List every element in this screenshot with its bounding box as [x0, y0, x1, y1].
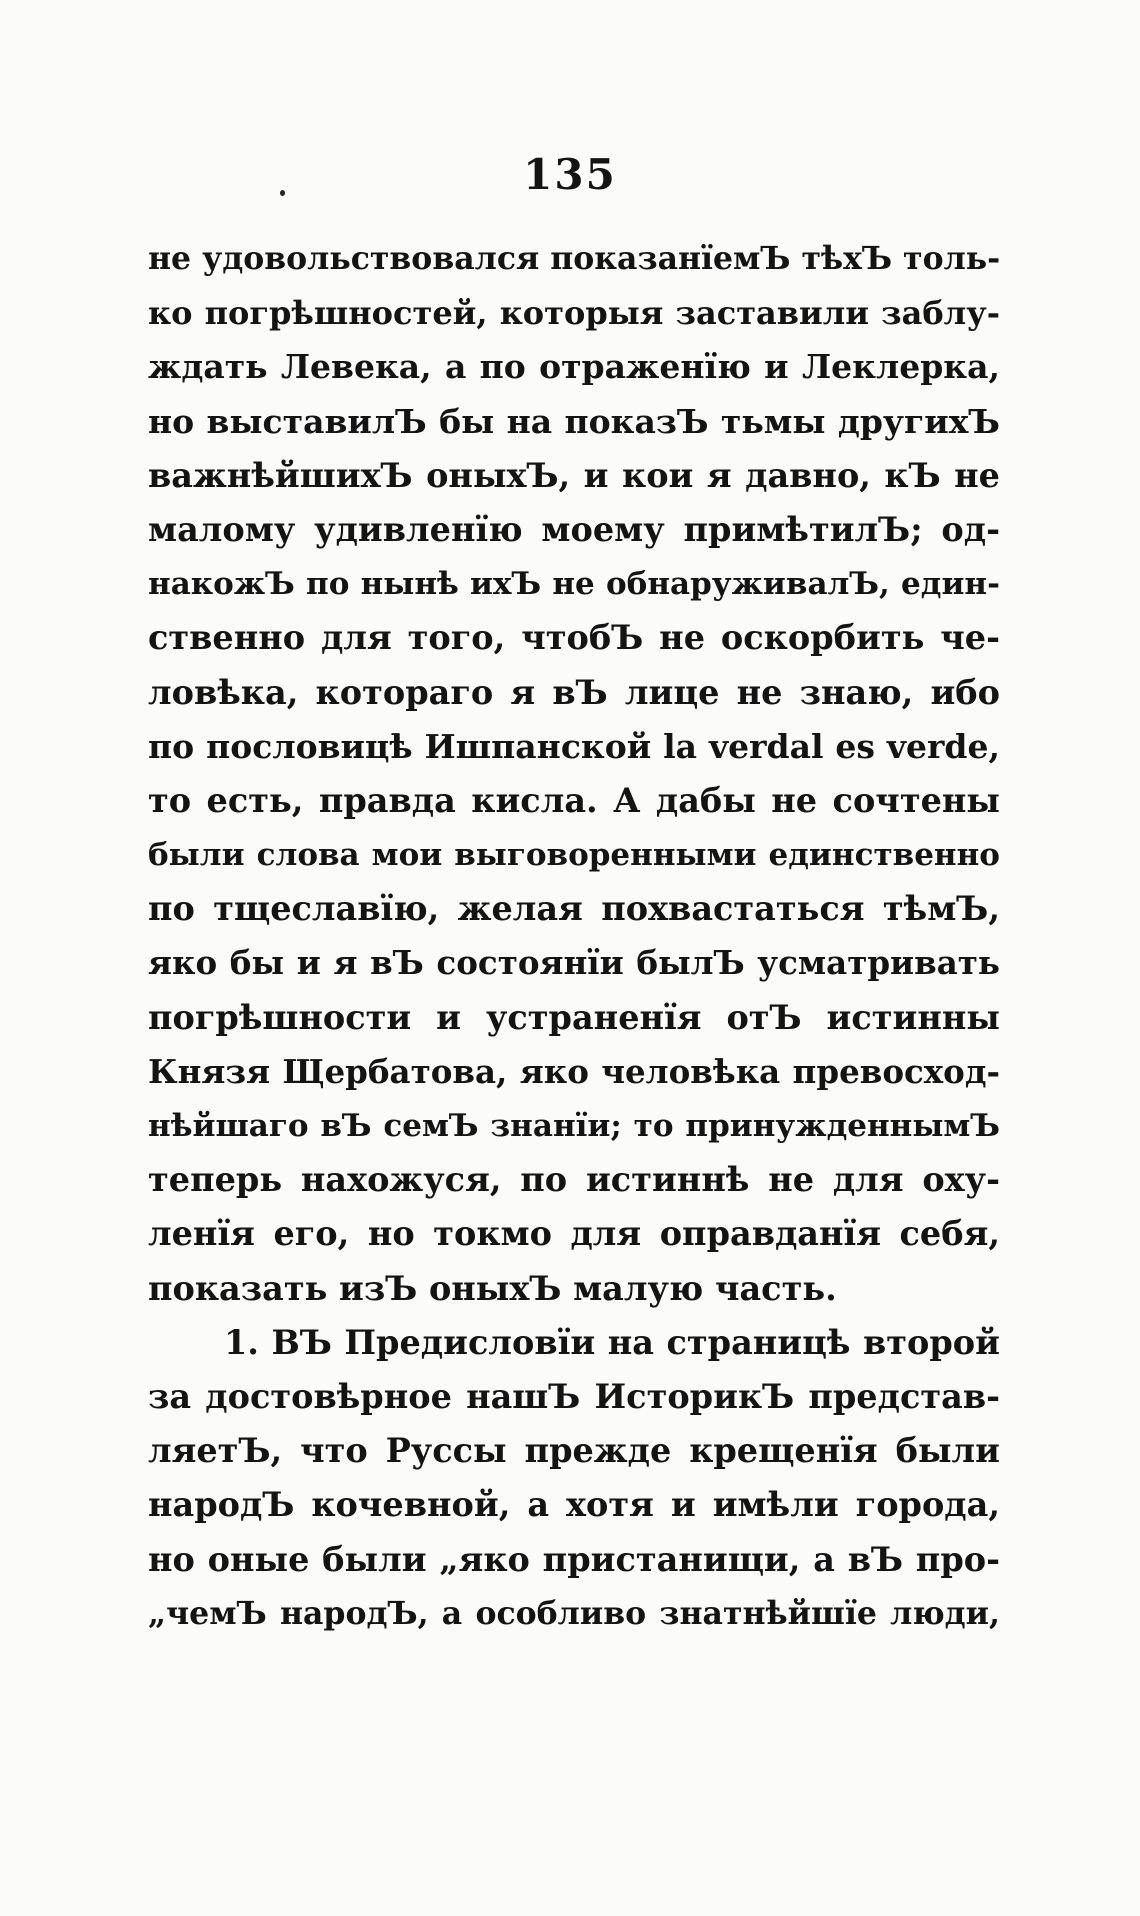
text-line: но оные были „яко пристанищи, а вЪ про- — [148, 1539, 1000, 1579]
page-number: 135 — [523, 150, 617, 199]
text-line: показать изЪ оныхЪ малую часть. — [148, 1268, 837, 1308]
text-line: ственно для того, чтобЪ не оскорбить че- — [148, 618, 1000, 658]
text-line: Князя Щербатова, яко человѣка превосход- — [148, 1051, 1000, 1091]
text-line: ляетЪ, что Руссы прежде крещенїя были — [148, 1431, 1000, 1471]
text-line: 1. ВЪ Предисловїи на страницѣ второй — [224, 1322, 1000, 1362]
text-line: ленїя его, но токмо для оправданїя себя, — [148, 1214, 1000, 1254]
text-line: ко погрѣшностей, которыя заставили заблу- — [148, 294, 1000, 333]
text-line: яко бы и я вЪ состоянїи былЪ усматривать — [148, 943, 1000, 983]
text-line: теперь нахожуся, по истиннѣ не для оху- — [148, 1160, 1000, 1200]
text-line: малому удивленїю моему примѣтилЪ; од- — [148, 509, 1000, 549]
text-line: ждать Левека, а по отраженїю и Леклерка, — [148, 347, 1000, 387]
body-text — [148, 232, 1000, 1641]
text-line: по пословицѣ Ишпанской la verdal es verde, — [148, 726, 1000, 766]
text-line: были слова мои выговоренными единственно — [148, 837, 1000, 874]
text-line: за достовѣрное нашЪ ИсторикЪ представ- — [148, 1376, 1000, 1416]
text-line: народЪ кочевной, а хотя и имѣли города, — [148, 1485, 1000, 1525]
text-line: ловѣка, котораго я вЪ лице не знаю, ибо — [148, 672, 1000, 712]
text-line: погрѣшности и устраненїя отЪ истинны — [148, 997, 1000, 1037]
text-line: то есть, правда кисла. А дабы не сочтены — [148, 780, 1000, 820]
text-line: не удовольствовался показанїемЪ тѣхЪ толь- — [148, 240, 1000, 277]
text-line: но выставилЪ бы на показЪ тьмы другихЪ — [148, 401, 1000, 441]
text-line: важнѣйшихЪ оныхЪ, и кои я давно, кЪ не — [148, 455, 1000, 495]
text-line: „чемЪ народЪ, а особливо знатнѣйшїе люди, — [148, 1594, 1000, 1632]
ink-speck — [280, 190, 285, 196]
text-line: нѣйшаго вЪ семЪ знанїи; то принужденнымЪ — [148, 1108, 1000, 1144]
text-line: по тщеславїю, желая похвастаться тѣмЪ, — [148, 889, 1000, 929]
text-line: накожЪ по нынѣ ихЪ не обнаруживалЪ, един- — [148, 566, 1000, 603]
